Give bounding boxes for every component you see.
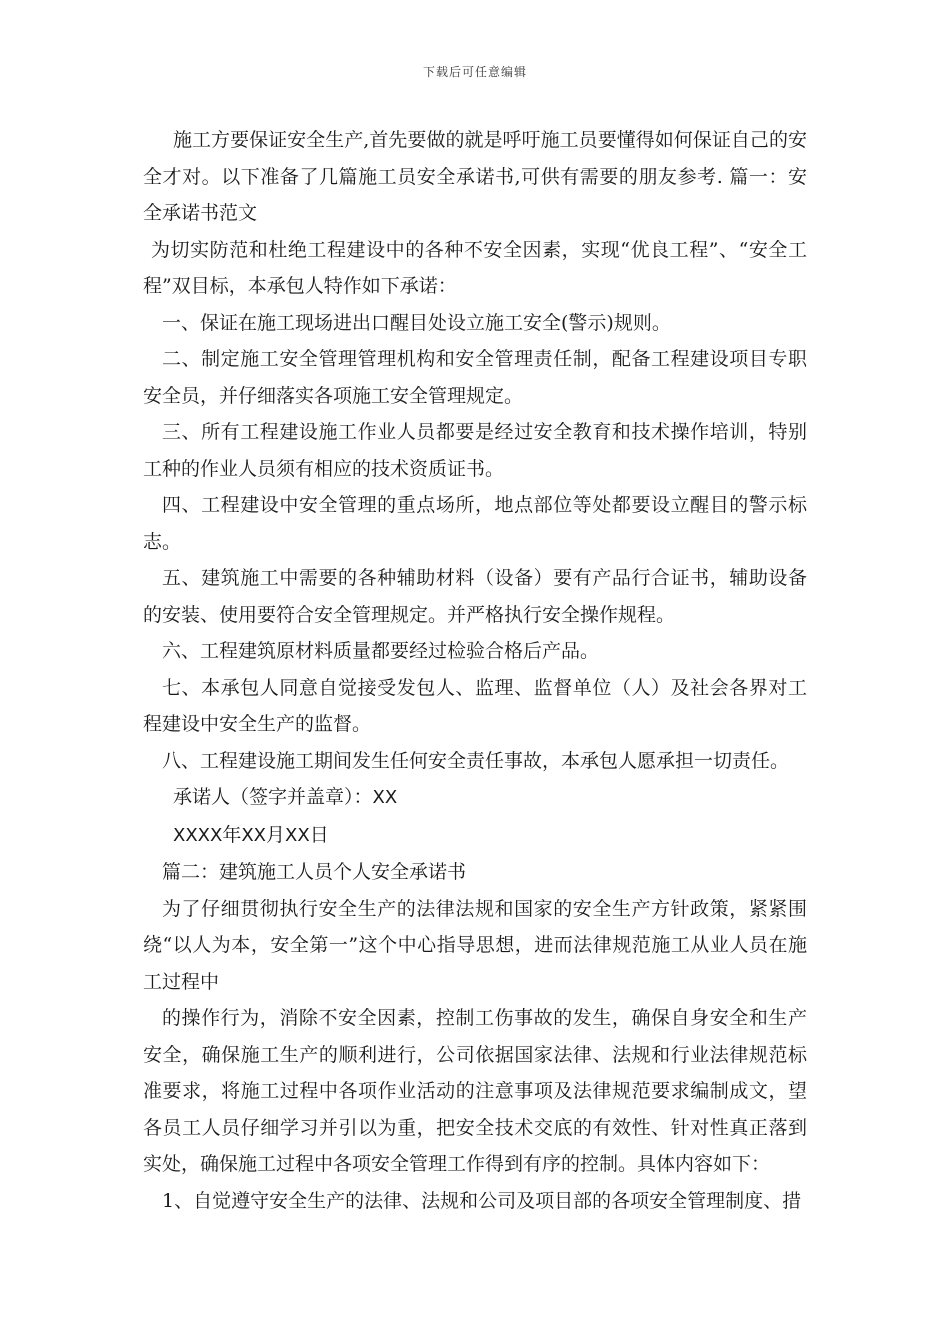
- date-day-unit: 日: [309, 823, 329, 846]
- section-2-paragraph-1: 为了仔细贯彻执行安全生产的法律法规和国家的安全生产方针政策，紧紧围绕“以人为本，安全第一”这个中心指导思想，进而法律规范施工从业人员在施工过程中: [143, 897, 807, 993]
- date-line: [143, 817, 807, 855]
- signature-value: XX: [372, 787, 398, 808]
- intro-paragraph: 施工方要保证安全生产,首先要做的就是呼吁施工员要懂得如何保证自己的安全才对。以下准备了几篇施工员安全承诺书,可供有需要的朋友参考. 篇一：安全承诺书范文: [143, 129, 807, 224]
- signature-label: 承诺人（签字并盖章）：: [173, 786, 373, 808]
- commitment-item-6: 六、工程建筑原材料质量都要经过检验合格后产品。: [162, 640, 600, 662]
- section-2-paragraph-2: 的操作行为，消除不安全因素，控制工伤事故的发生，确保自身安全和生产安全，确保施工生产的顺利进行，公司依据国家法律、法规和行业法律规范标准要求，将施工过程中各项作业活动的注意事项及法律规范要求编制成文，望各员工人员仔细学习并引以为重，把安全技术交底的有效性、针对性真正落到实处，确保施工过程中各项安全管理工作得到有序的控制。具体内容如下：: [143, 1007, 807, 1175]
- section-2-title: 篇二：建筑施工人员个人安全承诺书: [162, 861, 467, 883]
- commitment-item-8: 八、工程建设施工期间发生任何安全责任事故，本承包人愿承担一切责任。: [162, 749, 790, 772]
- signature-line: [143, 779, 807, 817]
- page-header: 下载后可任意编辑: [422, 65, 527, 79]
- commitment-intro-paragraph: 为切实防范和杜绝工程建设中的各种不安全因素，实现“优良工程”、“安全工程”双目标，本承包人特作如下承诺：: [143, 238, 807, 297]
- document-body: [143, 122, 807, 1219]
- commitment-item-1: 一、保证在施工现场进出口醒目处设立施工安全(警示)规则。: [162, 311, 671, 334]
- commitment-item-5: 五、建筑施工中需要的各种辅助材料（设备）要有产品行合证书，辅助设备的安装、使用要符合安全管理规定。并严格执行安全操作规程。: [143, 567, 807, 626]
- commitment-item-4: 四、工程建设中安全管理的重点场所，地点部位等处都要设立醒目的警示标志。: [143, 494, 807, 553]
- date-day: XX: [285, 824, 310, 846]
- date-year: XXXX: [173, 824, 223, 846]
- commitment-item-2: 二、制定施工安全管理管理机构和安全管理责任制，配备工程建设项目专职安全员，并仔细落实各项施工安全管理规定。: [143, 348, 807, 407]
- date-year-unit: 年: [222, 823, 242, 846]
- commitment-item-3: 三、所有工程建设施工作业人员都要是经过安全教育和技术操作培训，特别工种的作业人员须有相应的技术资质证书。: [143, 421, 807, 480]
- date-month: XX: [241, 824, 267, 846]
- section-2-item-1: 1、自觉遵守安全生产的法律、法规和公司及项目部的各项安全管理制度、措: [162, 1189, 802, 1212]
- date-month-unit: 月: [266, 823, 286, 846]
- commitment-item-7: 七、本承包人同意自觉接受发包人、监理、监督单位（人）及社会各界对工程建设中安全生产的监督。: [143, 676, 807, 735]
